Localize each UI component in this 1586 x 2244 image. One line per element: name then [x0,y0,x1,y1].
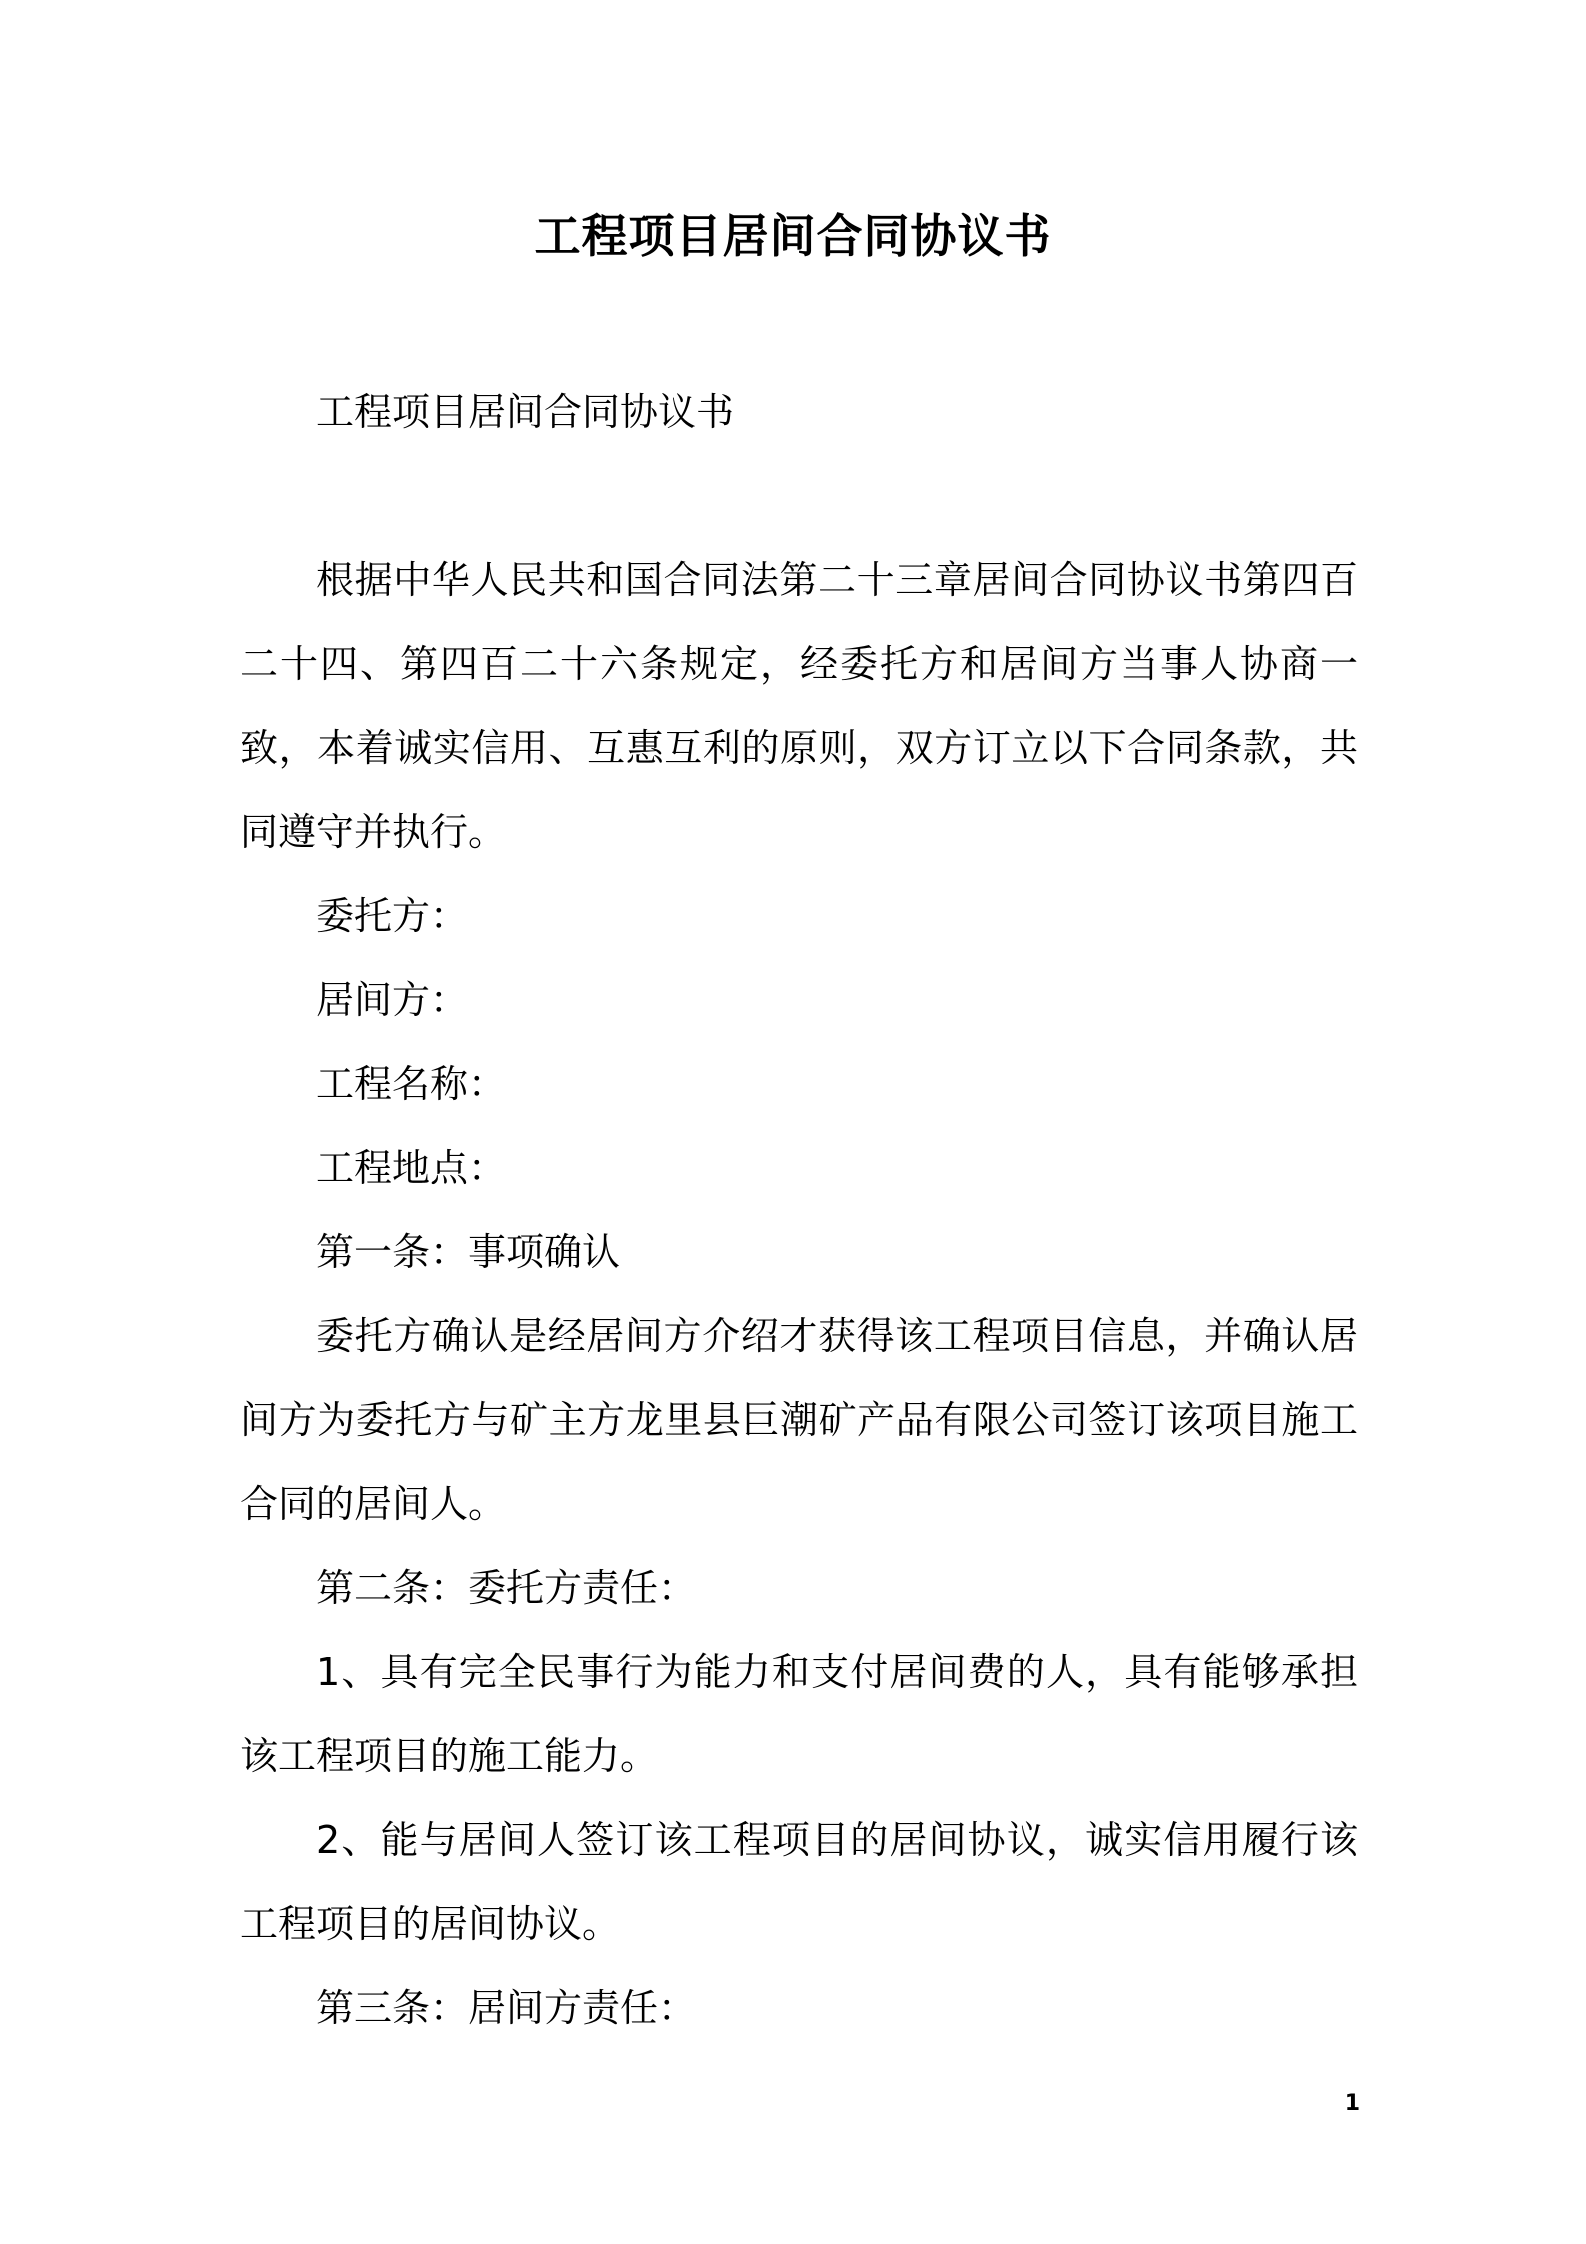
article-2-item-2: 2、能与居间人签订该工程项目的居间协议，诚实信用履行该工程项目的居间协议。 [240,1818,1358,1946]
intermediary-field: 居间方： [316,978,469,1022]
project-location-field: 工程地点： [316,1146,507,1190]
article-1-heading: 第一条：事项确认 [316,1230,621,1274]
subtitle-paragraph: 工程项目居间合同协议书 [316,390,735,434]
article-2-item-1: 1、具有完全民事行为能力和支付居间费的人，具有能够承担该工程项目的施工能力。 [240,1650,1358,1778]
project-name-field: 工程名称： [316,1062,507,1106]
article-1-paragraph: 委托方确认是经居间方介绍才获得该工程项目信息，并确认居间方为委托方与矿主方龙里县巨潮矿产品有限公司签订该项目施工合同的居间人。 [240,1314,1358,1526]
page-number: 1 [1344,2091,1360,2116]
document-title: 工程项目居间合同协议书 [534,209,1052,263]
intro-paragraph: 根据中华人民共和国合同法第二十三章居间合同协议书第四百二十四、第四百二十六条规定，经委托方和居间方当事人协商一致，本着诚实信用、互惠互利的原则，双方订立以下合同条款，共同遵守并执行。 [240,558,1358,854]
article-3-heading: 第三条：居间方责任： [316,1986,697,2030]
article-2-heading: 第二条：委托方责任： [316,1566,697,1610]
document-body [240,370,1358,2050]
client-field: 委托方： [316,894,469,938]
